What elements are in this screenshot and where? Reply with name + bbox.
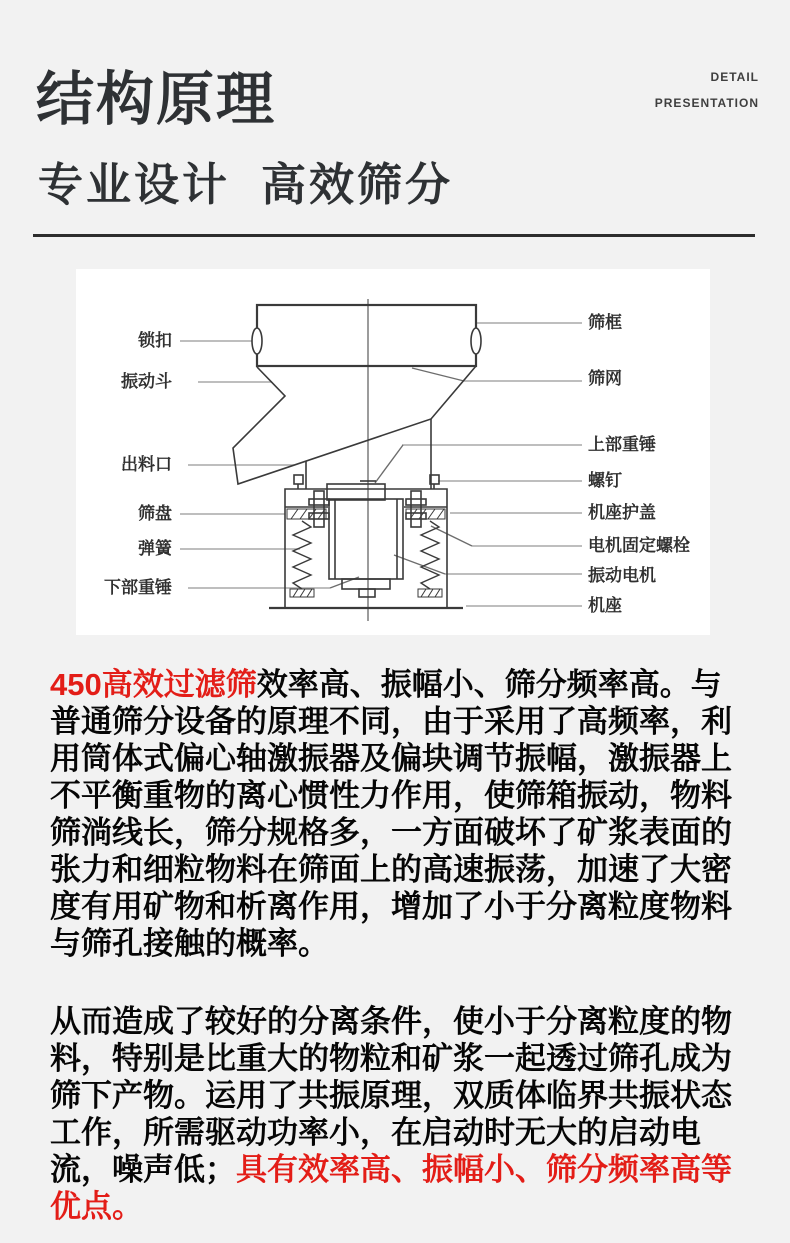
page-title: 结构原理 — [36, 67, 277, 132]
body-paragraph-2 — [50, 1003, 752, 1225]
header-divider — [33, 234, 755, 237]
diagram-label-lower-weight: 下部重锤 — [104, 578, 172, 597]
model-name-highlight: 450高效过滤筛 — [50, 667, 257, 702]
diagram-label-sieve-tray: 筛盘 — [138, 504, 172, 523]
paragraph-2-text: 从而造成了较好的分离条件，使小于分离粒度的物料，特别是比重大的物粒和矿浆一起透过筛孔成为筛下产物。运用了共振原理，双质体临界共振状态工作，所需驱动功率小，在启动时无大的启动电流，噪声低； — [50, 1004, 732, 1187]
diagram-label-spring: 弹簧 — [138, 539, 172, 558]
diagram-label-outlet: 出料口 — [121, 455, 172, 474]
page-subtitle: 专业设计 高效筛分 — [38, 159, 454, 210]
diagram-label-base-cover: 机座护盖 — [588, 503, 656, 522]
diagram-label-screen-mesh: 筛网 — [588, 369, 622, 388]
diagram-label-motor-bolt: 电机固定螺栓 — [588, 536, 690, 555]
corner-tagline-line2: PRESENTATION — [654, 96, 759, 110]
machine-outline — [233, 299, 481, 621]
corner-tagline-line1: DETAIL — [710, 70, 759, 84]
diagram-label-vibration-motor: 振动电机 — [588, 566, 656, 585]
diagram-label-lock: 锁扣 — [138, 331, 172, 350]
corner-tagline — [655, 64, 759, 116]
diagram-label-hopper: 振动斗 — [121, 372, 172, 391]
diagram-label-base: 机座 — [588, 596, 622, 615]
leader-pointers — [330, 368, 472, 588]
diagram-label-screw: 螺钉 — [588, 471, 622, 490]
diagram-label-upper-weight: 上部重锤 — [588, 435, 656, 454]
diagram-label-screen-frame: 筛框 — [588, 313, 622, 332]
diagram-panel — [76, 269, 710, 635]
paragraph-1-text: 效率高、振幅小、筛分频率高。与普通筛分设备的原理不同，由于采用了高频率，利用筒体式偏心轴激振器及偏块调节振幅，激振器上不平衡重物的离心惯性力作用，使筛箱振动，物料筛淌线长，筛分规格多，一方面破坏了矿浆表面的张力和细粒物料在筛面上的高速振荡，加速了大密度有用矿物和析离作用，增加了小于分离粒度物料与筛孔接触的概率。 — [50, 667, 732, 961]
body-paragraph-1 — [50, 666, 752, 962]
advantages-highlight: 具有效率高、振幅小、筛分频率高等优点。 — [50, 1152, 732, 1224]
